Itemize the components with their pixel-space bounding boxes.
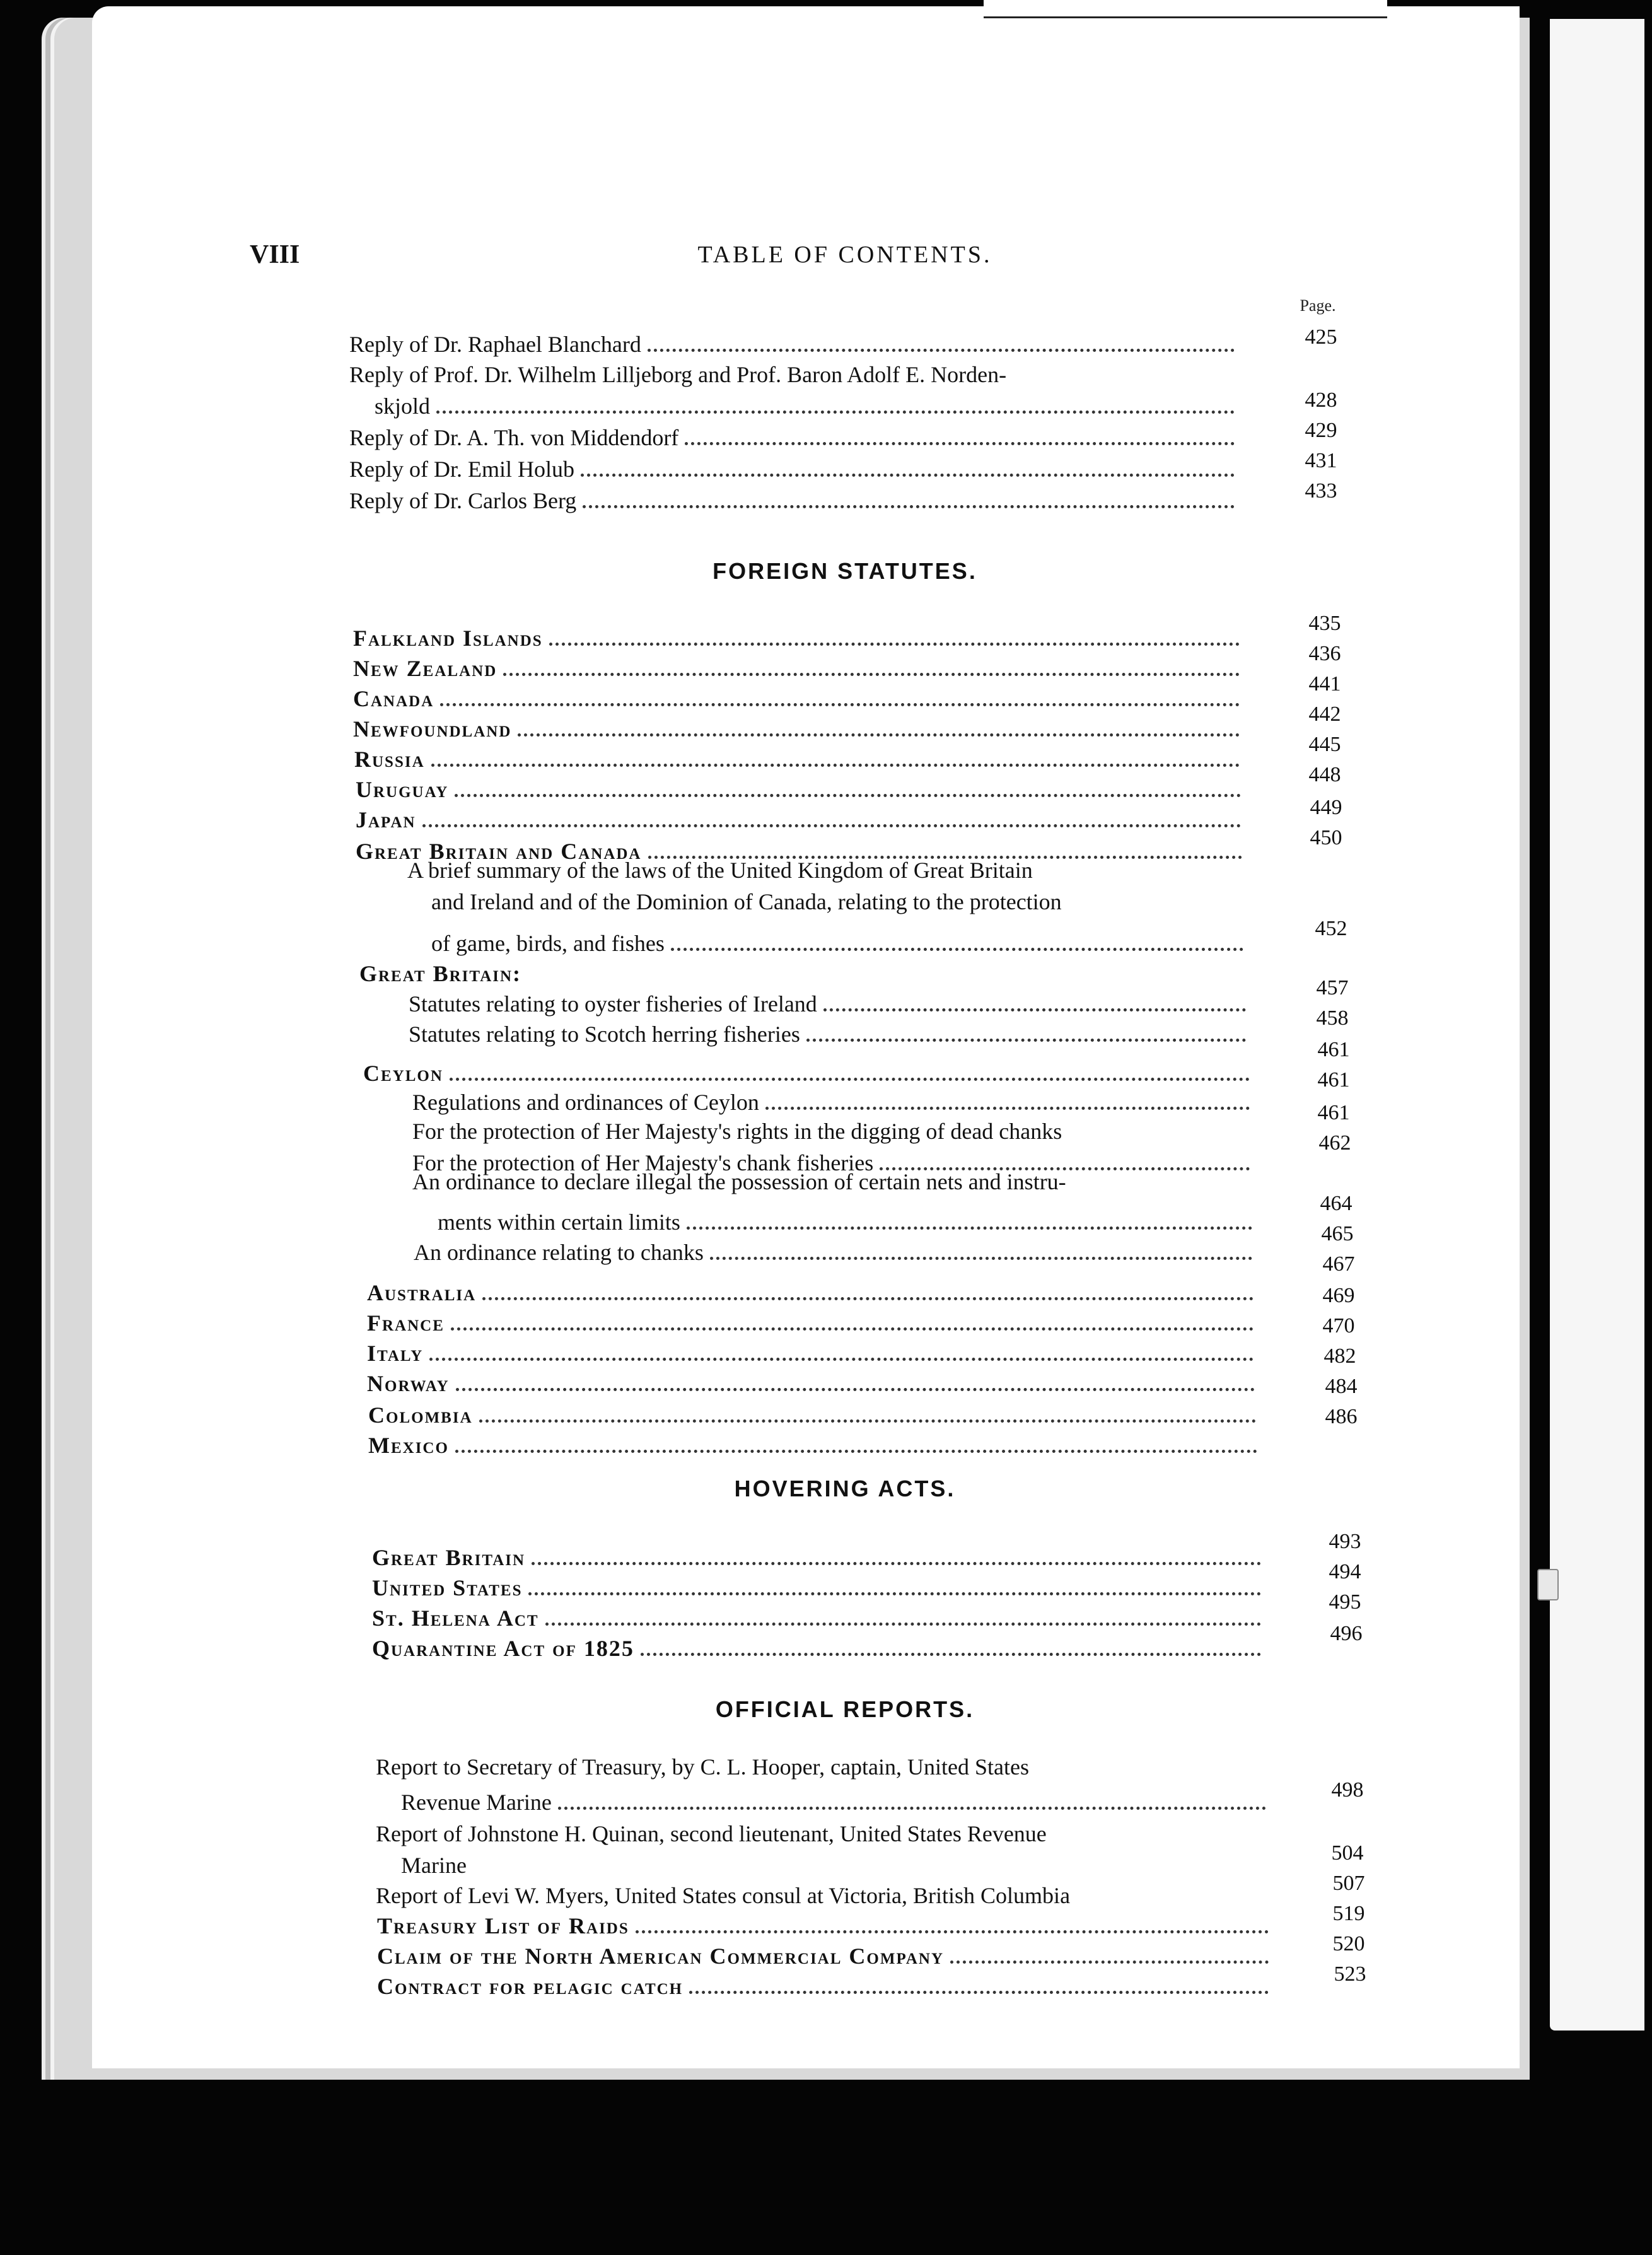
dot-leader — [482, 1297, 1254, 1300]
entry-label-continued: ments within certain limits — [438, 1209, 680, 1235]
dot-leader — [431, 764, 1240, 767]
dot-leader — [455, 1450, 1257, 1453]
entry-page: 482 — [1323, 1344, 1356, 1368]
entry-label: Report of Levi W. Myers, United States consul at Victoria, British Columbia — [376, 1883, 1071, 1908]
entry-page: 457 — [1316, 976, 1349, 999]
toc-entry[interactable] — [367, 1372, 1259, 1395]
entry-page: 445 — [1308, 733, 1341, 756]
entry-page: 470 — [1322, 1314, 1355, 1337]
toc-entry[interactable] — [368, 1434, 1261, 1457]
entry-label: Canada — [353, 686, 434, 711]
dot-leader — [455, 794, 1241, 797]
entry-page: 484 — [1325, 1375, 1358, 1398]
entry-label: Australia — [367, 1280, 477, 1305]
entry-label: Report to Secretary of Treasury, by C. L. Hooper, captain, United States — [376, 1754, 1030, 1780]
entry-page: 486 — [1325, 1405, 1358, 1428]
toc-entry[interactable] — [353, 627, 1243, 650]
toc-entry[interactable] — [431, 932, 1247, 955]
entry-page: 425 — [1305, 325, 1337, 349]
entry-page: 523 — [1334, 1962, 1366, 1986]
dot-leader — [806, 1039, 1246, 1042]
entry-page: 461 — [1317, 1068, 1350, 1092]
toc-entry[interactable] — [412, 1091, 1254, 1114]
toc-entry[interactable] — [367, 1281, 1257, 1304]
entry-page: 428 — [1305, 388, 1337, 412]
toc-entry[interactable] — [372, 1576, 1265, 1599]
entry-label: France — [367, 1310, 445, 1336]
toc-entry[interactable] — [356, 808, 1245, 831]
entry-label-continued: Marine — [401, 1853, 467, 1878]
entry-page: 495 — [1329, 1590, 1361, 1614]
entry-label: Ceylon — [363, 1061, 443, 1086]
dot-leader — [689, 1991, 1269, 1994]
dot-leader — [422, 824, 1241, 827]
entry-page: 493 — [1329, 1530, 1361, 1553]
entry-page: 469 — [1322, 1284, 1355, 1307]
toc-entry[interactable] — [401, 1854, 1270, 1877]
entry-label: Mexico — [368, 1433, 449, 1458]
entry-page: 450 — [1310, 826, 1342, 849]
dot-leader — [583, 505, 1235, 508]
entry-label: New Zealand — [353, 656, 497, 681]
toc-entry[interactable] — [377, 1914, 1272, 1937]
entry-page: 448 — [1308, 763, 1341, 786]
toc-entry[interactable] — [349, 333, 1238, 356]
entry-label: Japan — [356, 807, 416, 832]
entry-page: 449 — [1310, 796, 1342, 819]
dot-leader — [456, 1388, 1255, 1391]
entry-page: 464 — [1320, 1192, 1352, 1215]
entry-page: 467 — [1322, 1252, 1355, 1276]
dot-leader — [648, 349, 1235, 352]
dot-leader — [545, 1623, 1261, 1626]
entry-page: 441 — [1308, 672, 1341, 696]
entry-page: 431 — [1305, 449, 1337, 472]
clip-mark — [1537, 1569, 1559, 1600]
section-heading-official-reports: OFFICIAL REPORTS. — [715, 1696, 975, 1722]
dot-leader — [671, 948, 1243, 951]
toc-entry[interactable] — [356, 778, 1245, 801]
dot-leader — [518, 733, 1240, 737]
toc-entry[interactable] — [349, 426, 1238, 449]
entry-page: 496 — [1330, 1622, 1363, 1645]
toc-entry[interactable] — [368, 1404, 1260, 1426]
entry-page: 519 — [1332, 1902, 1365, 1925]
dot-leader — [950, 1961, 1269, 1964]
entry-page: 507 — [1332, 1872, 1365, 1895]
entry-label: An ordinance relating to chanks — [414, 1240, 704, 1265]
entry-label: Reply of Prof. Dr. Wilhelm Lilljeborg and Prof. Baron Adolf E. Norden- — [349, 362, 1007, 387]
entry-label: Regulations and ordinances of Ceylon — [412, 1090, 759, 1115]
toc-entry[interactable] — [375, 395, 1238, 417]
entry-page: 436 — [1308, 642, 1341, 665]
entry-label: Treasury List of Raids — [377, 1913, 629, 1938]
entry-label-continued: and Ireland and of the Dominion of Canada, relating to the protection — [431, 889, 1062, 914]
dot-leader — [503, 673, 1240, 676]
toc-entry[interactable] — [377, 1975, 1272, 1998]
entry-label: Statutes relating to Scotch herring fisheries — [409, 1022, 800, 1047]
entry-page: 520 — [1332, 1932, 1365, 1955]
toc-entry[interactable] — [367, 1312, 1257, 1334]
toc-entry[interactable] — [372, 1607, 1265, 1629]
dot-leader — [558, 1807, 1266, 1810]
dot-leader — [436, 411, 1235, 414]
page-header — [0, 240, 1652, 277]
entry-label-continued: skjold — [375, 393, 431, 419]
entry-page: 498 — [1331, 1778, 1364, 1802]
toc-entry[interactable] — [438, 1211, 1256, 1233]
entry-page: 458 — [1316, 1006, 1349, 1030]
entry-label: For the protection of Her Majesty's chank fisheries — [412, 1150, 874, 1175]
toc-entry[interactable] — [401, 1791, 1270, 1814]
entry-page: 504 — [1331, 1841, 1364, 1865]
entry-page: 433 — [1305, 479, 1337, 503]
dot-leader — [429, 1358, 1254, 1361]
entry-label: Newfoundland — [353, 716, 512, 742]
entry-label: Reply of Dr. A. Th. von Middendorf — [349, 425, 679, 450]
toc-entry[interactable] — [376, 1884, 1277, 1907]
entry-label: For the protection of Her Majesty's rights in the digging of dead chanks — [412, 1119, 1062, 1144]
entry-page: 494 — [1329, 1560, 1361, 1583]
entry-page: 429 — [1305, 419, 1337, 442]
entry-label: Report of Johnstone H. Quinan, second lieutenant, United States Revenue — [376, 1821, 1047, 1846]
toc-entry[interactable] — [353, 687, 1243, 710]
entry-label: Norway — [367, 1371, 450, 1396]
toc-entry[interactable] — [409, 993, 1250, 1015]
entry-label: United States — [372, 1575, 523, 1600]
toc-entry[interactable] — [353, 718, 1243, 740]
dot-leader — [450, 1078, 1250, 1081]
toc-entry[interactable] — [349, 489, 1238, 512]
toc-entry[interactable] — [349, 458, 1238, 481]
section-heading-hovering-acts: HOVERING ACTS. — [734, 1476, 956, 1501]
entry-page: 452 — [1315, 917, 1347, 940]
toc-entry[interactable] — [409, 1023, 1250, 1046]
toc-entry[interactable] — [412, 1120, 1261, 1143]
entry-label: Colombia — [368, 1402, 473, 1428]
entry-page: 461 — [1317, 1038, 1350, 1061]
entry-page: 465 — [1321, 1222, 1354, 1245]
toc-entry[interactable] — [367, 1342, 1257, 1365]
entry-label: Great Britain: — [359, 961, 522, 986]
entry-label: Falkland Islands — [353, 626, 543, 651]
section-heading-foreign-statutes: FOREIGN STATUTES. — [713, 558, 977, 584]
toc-entry[interactable] — [372, 1546, 1265, 1569]
entry-label: Reply of Dr. Raphael Blanchard — [349, 332, 641, 357]
dot-leader — [440, 703, 1240, 706]
entry-label: Reply of Dr. Emil Holub — [349, 457, 574, 482]
entry-label: Uruguay — [356, 777, 449, 802]
dot-leader — [823, 1008, 1246, 1011]
toc-entry[interactable] — [354, 748, 1243, 771]
entry-label: Claim of the North American Commercial Company — [377, 1943, 945, 1969]
dot-leader — [687, 1227, 1252, 1230]
entry-label: An ordinance to declare illegal the possession of certain nets and instru- — [412, 1169, 1066, 1194]
dot-leader — [710, 1257, 1252, 1260]
toc-entry[interactable] — [372, 1637, 1265, 1660]
top-edge-mark — [984, 0, 1387, 18]
toc-entry[interactable] — [414, 1241, 1256, 1264]
dot-leader — [636, 1930, 1269, 1933]
dot-leader — [641, 1653, 1261, 1656]
entry-label: Quarantine Act of 1825 — [372, 1636, 634, 1661]
entry-page: 461 — [1317, 1101, 1350, 1124]
entry-label: Russia — [354, 747, 425, 772]
dot-leader — [528, 1592, 1261, 1595]
entry-page: 442 — [1308, 702, 1341, 726]
entry-label-continued: of game, birds, and fishes — [431, 931, 665, 956]
entry-page: 462 — [1318, 1131, 1351, 1155]
dot-leader — [549, 643, 1240, 646]
entry-label: Italy — [367, 1341, 424, 1366]
toc-entry[interactable] — [377, 1945, 1272, 1967]
dot-leader — [685, 442, 1235, 445]
entry-page: 435 — [1308, 612, 1341, 635]
toc-entry[interactable] — [363, 1062, 1254, 1085]
entry-label: A brief summary of the laws of the United Kingdom of Great Britain — [407, 858, 1033, 883]
page-number: VIII — [250, 240, 300, 269]
entry-label: St. Helena Act — [372, 1605, 539, 1631]
dot-leader — [581, 474, 1235, 477]
entry-label: Great Britain — [372, 1545, 526, 1570]
dot-leader — [479, 1419, 1256, 1423]
entry-label: Statutes relating to oyster fisheries of Ireland — [409, 991, 817, 1017]
toc-entry[interactable] — [353, 657, 1243, 680]
entry-label-continued: Revenue Marine — [401, 1790, 552, 1815]
dot-leader — [532, 1562, 1261, 1565]
entry-label: Reply of Dr. Carlos Berg — [349, 488, 577, 513]
dot-leader — [451, 1327, 1254, 1331]
entry-label: Great Britain and Canada — [356, 839, 642, 864]
dot-leader — [765, 1107, 1250, 1110]
entry-label: Contract for pelagic catch — [377, 1974, 683, 1999]
page-column-label: Page. — [1300, 296, 1336, 315]
facing-page — [1550, 19, 1644, 2031]
page-title: TABLE OF CONTENTS. — [697, 242, 992, 268]
